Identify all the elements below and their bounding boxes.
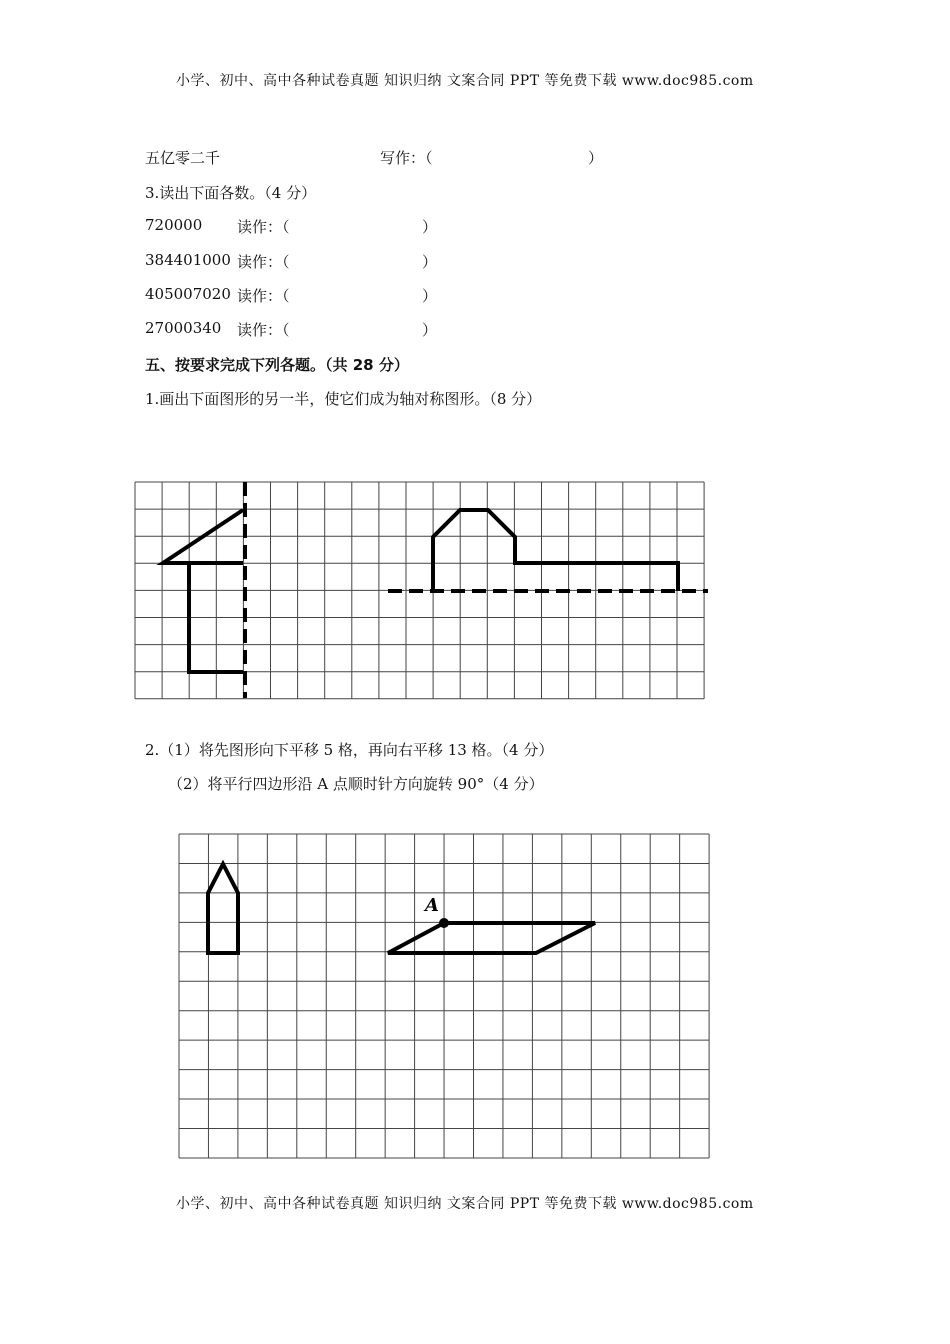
- page-footer: 小学、初中、高中各种试卷真题 知识归纳 文案合同 PPT 等免费下载 www.doc985.com: [176, 1196, 754, 1212]
- write-label: 写作：（: [380, 149, 433, 167]
- read-label-2: 读作：（: [237, 253, 290, 271]
- read-close-3: ）: [422, 287, 438, 305]
- section-3-title: 3.读出下面各数。（4 分）: [145, 184, 317, 202]
- point-a-dot: [439, 918, 449, 928]
- number-1: 720000: [145, 216, 203, 234]
- question-2-part-1: 2.（1）将先图形向下平移 5 格，再向右平移 13 格。（4 分）: [145, 741, 554, 759]
- read-label-3: 读作：（: [237, 287, 290, 305]
- parallelogram: [388, 923, 595, 953]
- number-4: 27000340: [145, 319, 222, 337]
- read-label-1: 读作：（: [237, 218, 290, 236]
- read-close-2: ）: [422, 253, 438, 271]
- page-header: 小学、初中、高中各种试卷真题 知识归纳 文案合同 PPT 等免费下载 www.doc985.com: [176, 73, 754, 89]
- number-words: 五亿零二千: [145, 149, 221, 167]
- section-5-title: 五、按要求完成下列各题。（共 28 分）: [145, 356, 409, 374]
- read-close-4: ）: [422, 321, 438, 339]
- question-2-part-2: （2）将平行四边形沿 A 点顺时针方向旋转 90°（4 分）: [168, 775, 544, 793]
- read-label-4: 读作：（: [237, 321, 290, 339]
- write-close-paren: ）: [588, 149, 604, 167]
- question-1: 1.画出下面图形的另一半，使它们成为轴对称图形。（8 分）: [145, 390, 542, 408]
- pencil-shape: [208, 864, 238, 953]
- number-2: 384401000: [145, 251, 231, 269]
- point-a-label: A: [425, 895, 439, 916]
- number-3: 405007020: [145, 285, 231, 303]
- read-close-1: ）: [422, 218, 438, 236]
